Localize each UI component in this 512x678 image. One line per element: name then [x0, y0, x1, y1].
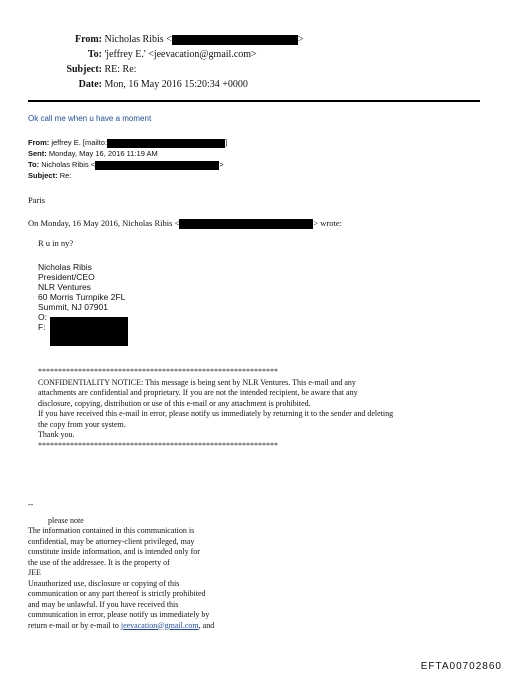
fwd-to-tail: > [219, 160, 224, 169]
signature-address1: 60 Morris Turnpike 2FL [38, 292, 126, 302]
from-tail: > [297, 34, 304, 45]
header-to-row [30, 47, 303, 62]
footer-line: communication in error, please notify us immediately by [28, 610, 210, 619]
footer-line: constitute inside information, and is intended only for [28, 547, 200, 556]
signature-company: NLR Ventures [38, 282, 91, 292]
footer-line: confidential, may be attorney-client privileged, may [28, 536, 195, 546]
quote-intro-prefix: On Monday, 16 May 2016, Nicholas Ribis < [28, 218, 180, 228]
footer-return-tail: , and [198, 620, 215, 630]
footer-line: Unauthorized use, disclosure or copying of this [28, 578, 180, 588]
forwarded-header [28, 137, 227, 181]
subject-value: RE: Re: [104, 64, 137, 75]
header-from-row [30, 32, 303, 47]
signature-name: Nicholas Ribis [38, 262, 92, 272]
footer-line: the use of the addressee. It is the property of [28, 557, 170, 567]
header-subject-row [30, 62, 303, 77]
confidentiality-line: attachments are confidential and proprietary. If you are not the intended recipient, be aware that any [38, 388, 358, 397]
footer-line: JEE [28, 568, 41, 577]
fwd-subject-row [28, 170, 227, 181]
email-header [30, 32, 303, 92]
stars-divider: ************************************************************ [38, 367, 278, 376]
fwd-from-tail: ] [225, 138, 228, 147]
fwd-to-value: Nicholas Ribis < [41, 160, 96, 169]
redaction-box [179, 219, 313, 229]
email-link[interactable]: jeevacation@gmail.com [120, 620, 199, 630]
fwd-from-row [28, 137, 227, 148]
quoted-message: R u in ny? [38, 238, 74, 248]
fwd-sent-row [28, 148, 227, 159]
redaction-box [50, 317, 128, 346]
footer-disclaimer [28, 500, 214, 631]
date-label: Date: [78, 79, 102, 90]
office-label: O: [38, 312, 47, 322]
subject-label: Subject: [66, 64, 102, 75]
footer-dashes: -- [28, 500, 34, 509]
confidentiality-line: CONFIDENTIALITY NOTICE: This message is being sent by NLR Ventures. This e-mail and any [38, 377, 356, 387]
signature-address2: Summit, NJ 07901 [38, 302, 108, 312]
footer-line: and may be unlawful. If you have received this [28, 599, 179, 609]
fwd-to-label: To: [28, 160, 40, 169]
quote-intro-suffix: > wrote: [313, 218, 342, 228]
to-value: 'jeffrey E.' <jeevacation@gmail.com> [104, 49, 257, 60]
confidentiality-notice [38, 367, 393, 451]
redaction-box [172, 35, 298, 45]
footer-line: communication or any part thereof is strictly prohibited [28, 589, 206, 598]
fwd-from-label: From: [28, 138, 50, 147]
redaction-box [107, 138, 228, 148]
header-date-row [30, 77, 303, 92]
confidentiality-line: Thank you. [38, 430, 75, 439]
from-value: Nicholas Ribis < [104, 34, 172, 45]
signature-title: President/CEO [38, 272, 95, 282]
footer-return-text: return e-mail or by e-mail to [28, 620, 121, 630]
fwd-from-value: jeffrey E. [mailto: [51, 138, 108, 147]
footer-line [28, 621, 214, 632]
confidentiality-line: If you have received this e-mail in error, please notify us immediately by returning it to the sender and deleting [38, 409, 394, 418]
quote-intro [28, 218, 342, 229]
confidentiality-line: disclosure, copying, distribution or use of this e-mail or any attachment is prohibited. [38, 398, 311, 408]
fwd-subject-value: Re: [59, 171, 72, 180]
fwd-sent-value: Monday, May 16, 2016 11:19 AM [48, 149, 158, 158]
footer-line: The information contained in this communication is [28, 526, 195, 535]
fwd-to-row [28, 159, 227, 170]
header-divider [28, 100, 480, 102]
stars-divider: ************************************************************ [38, 440, 278, 450]
fwd-sent-label: Sent: [28, 149, 47, 158]
date-value: Mon, 16 May 2016 15:20:34 +0000 [104, 79, 248, 90]
confidentiality-line: the copy from your system. [38, 419, 126, 429]
fax-label: F: [38, 322, 46, 332]
reply-body: Paris [28, 195, 45, 205]
footer-please-note: please note [48, 515, 84, 525]
from-label: From: [74, 34, 102, 45]
fwd-subject-label: Subject: [28, 171, 58, 180]
bates-number: EFTA00702860 [420, 661, 502, 672]
redaction-box [95, 161, 219, 170]
reply-line: Ok call me when u have a moment [28, 114, 152, 123]
to-label: To: [87, 49, 102, 60]
